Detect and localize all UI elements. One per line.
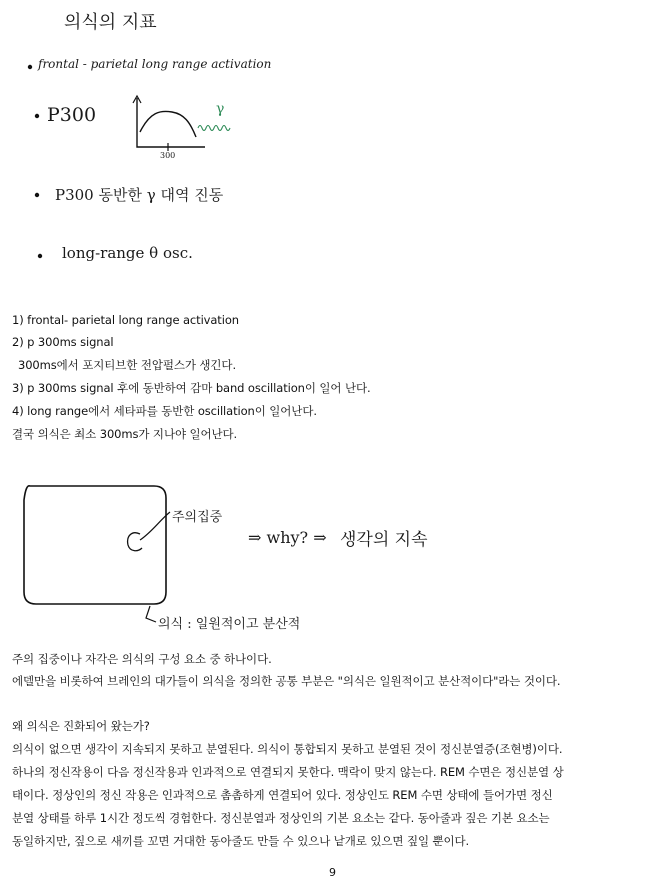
text-line: 의식이 없으면 생각이 지속되지 못하고 분열된다. 의식이 통합되지 못하고 분열된 것이 정신분열증(조현병)이다. — [12, 742, 563, 756]
text-line: 300ms에서 포지티브한 전압펄스가 생긴다. — [18, 358, 236, 372]
text-line: 분열 상태를 하루 1시간 정도씩 경험한다. 정신분열과 정상인의 기본 요소는 같다. 동아줄과 짚은 기본 요소는 — [12, 811, 550, 825]
text-line: 주의 집중이나 자각은 의식의 구성 요소 중 하나이다. — [12, 652, 272, 666]
bullet-p300-gamma: P300 동반한 γ 대역 진동 — [55, 186, 224, 204]
text-line: 2) p 300ms signal — [12, 335, 114, 349]
text-line: 하나의 정신작용이 다음 정신작용과 인과적으로 연결되지 못한다. 맥락이 맞지 않는다. REM 수면은 정신분열 상 — [12, 765, 564, 779]
bullet-long-range-theta: long-range θ osc. — [62, 244, 193, 262]
section-question: 왜 의식은 진화되어 왔는가? — [12, 719, 150, 733]
text-line: 에델만을 비롯하여 브레인의 대가들이 의식을 정의한 공통 부분은 "의식은 일원적이고 분산적이다"라는 것이다. — [12, 674, 561, 688]
text-line: 동일하지만, 짚으로 새끼를 꼬면 거대한 동아줄도 만들 수 있으나 낱개로 있으면 짚일 뿐이다. — [12, 834, 470, 848]
text-line: 태이다. 정상인의 정신 작용은 인과적으로 촘촘하게 연결되어 있다. 정상인도 REM 수면 상태에 들어가면 정신 — [12, 788, 553, 802]
text-line: 1) frontal- parietal long range activation — [12, 313, 239, 327]
graph-tick-label: 300 — [160, 151, 176, 160]
consciousness-label: 의식 : 일원적이고 분산적 — [158, 617, 301, 632]
page-number: 9 — [329, 866, 336, 879]
text-line: 4) long range에서 세타파를 동반한 oscillation이 일어난다. — [12, 404, 317, 418]
sustain-text: 생각의 지속 — [340, 530, 428, 550]
gamma-symbol: γ — [216, 101, 225, 117]
consciousness-leader — [146, 606, 156, 622]
bullet-p300: P300 — [47, 104, 97, 126]
focus-circle — [128, 533, 142, 551]
why-text: ⇒ why? ⇒ — [248, 528, 327, 547]
bullet-frontal-parietal: frontal - parietal long range activation — [38, 57, 272, 71]
consciousness-frame — [24, 486, 166, 604]
attention-label: 주의집중 — [172, 510, 223, 525]
text-line: 3) p 300ms signal 후에 동반하여 감마 band oscillation이 일어 난다. — [12, 381, 371, 395]
text-line: 결국 의식은 최소 300ms가 지나야 일어난다. — [12, 427, 238, 441]
sketch-title: 의식의 지표 — [64, 12, 157, 33]
